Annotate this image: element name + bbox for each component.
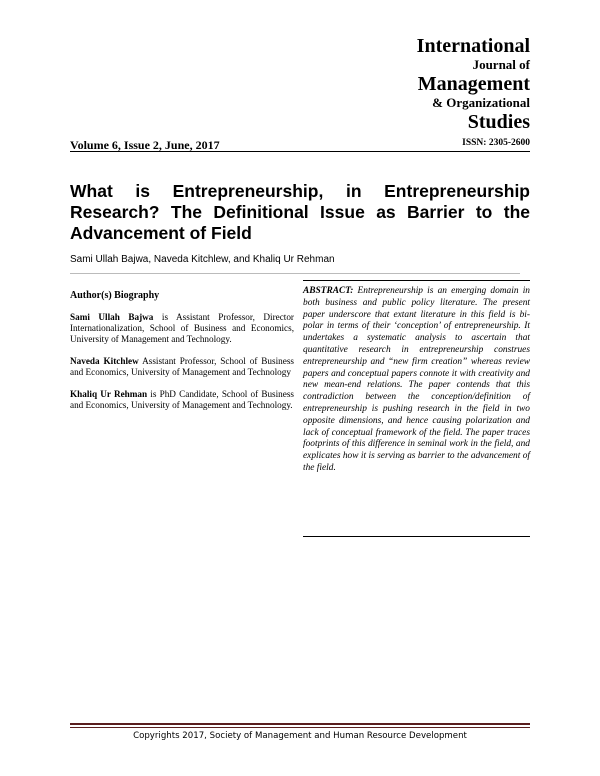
author-bio-text: Assistant Professor, School of Business and Economics, University of Management and Technology: [70, 356, 294, 377]
journal-title-journal-of: Journal of: [472, 57, 530, 72]
issue-info-row: [70, 138, 530, 152]
abstract-bottom-rule: [303, 536, 530, 537]
biography-entry: [70, 389, 294, 411]
volume-issue: Volume 6, Issue 2, June, 2017: [70, 138, 220, 152]
biography-entry: [70, 356, 294, 378]
biography-column: [70, 290, 294, 422]
journal-title-organizational: & Organizational: [432, 95, 530, 110]
title-line: What is Entrepreneurship, in Entrepreneurship: [70, 181, 530, 201]
biography-heading: Author(s) Biography: [70, 290, 160, 301]
abstract-label: ABSTRACT:: [303, 286, 354, 296]
author-name: Khaliq Ur Rehman: [70, 389, 148, 399]
header-divider: [70, 151, 530, 152]
biography-entry: [70, 312, 294, 345]
title-line: Advancement of Field: [70, 223, 252, 243]
journal-title-international: International: [416, 35, 530, 57]
issn: ISSN: 2305-2600: [462, 138, 530, 148]
title-line: Research? The Definitional Issue as Barrier to the: [70, 202, 530, 222]
journal-masthead: [417, 36, 530, 132]
author-name: Naveda Kitchlew: [70, 356, 139, 366]
author-divider: [70, 273, 520, 274]
journal-title-studies: Studies: [467, 111, 530, 133]
author-name: Sami Ullah Bajwa: [70, 312, 154, 322]
footer-rule-thick: [70, 723, 530, 725]
abstract-block: [303, 286, 530, 475]
footer-rule-thin: [70, 727, 530, 728]
author-bio-text: is Assistant Professor, Director Internationalization, School of Business and Economics, University of Management and Technology.: [70, 312, 294, 344]
author-list: Sami Ullah Bajwa, Naveda Kitchlew, and Khaliq Ur Rehman: [70, 254, 335, 265]
author-bio-text: is PhD Candidate, School of Business and Economics, University of Management and Technology.: [70, 389, 295, 410]
abstract-text: Entrepreneurship is an emerging domain in both business and public policy literature. The present paper underscore that extant literature in this field is bi-polar in terms of their ‘conception’ of entrepreneurship. It undertakes a systematic analysis to ascertain that quantitative research in entrepreneurship construes entrepreneurship and “new firm creation” whereas review papers and conceptual papers connote it with creativity and new mean-end relations. The paper contends that this contradiction between the conception/definition of entrepreneurship is pushing research in the field in two opposite dimensions, and hence causing polarization and lack of conceptual framework of the field. The paper traces footprints of this difference in seminal work in the field, and explicates how it is serving as barrier to the advancement of the field.: [303, 286, 530, 473]
article-title: [70, 181, 530, 244]
copyright-footer: Copyrights 2017, Society of Management and Human Resource Development: [133, 731, 467, 741]
abstract-top-rule: [303, 280, 530, 281]
journal-title-management: Management: [417, 73, 530, 95]
